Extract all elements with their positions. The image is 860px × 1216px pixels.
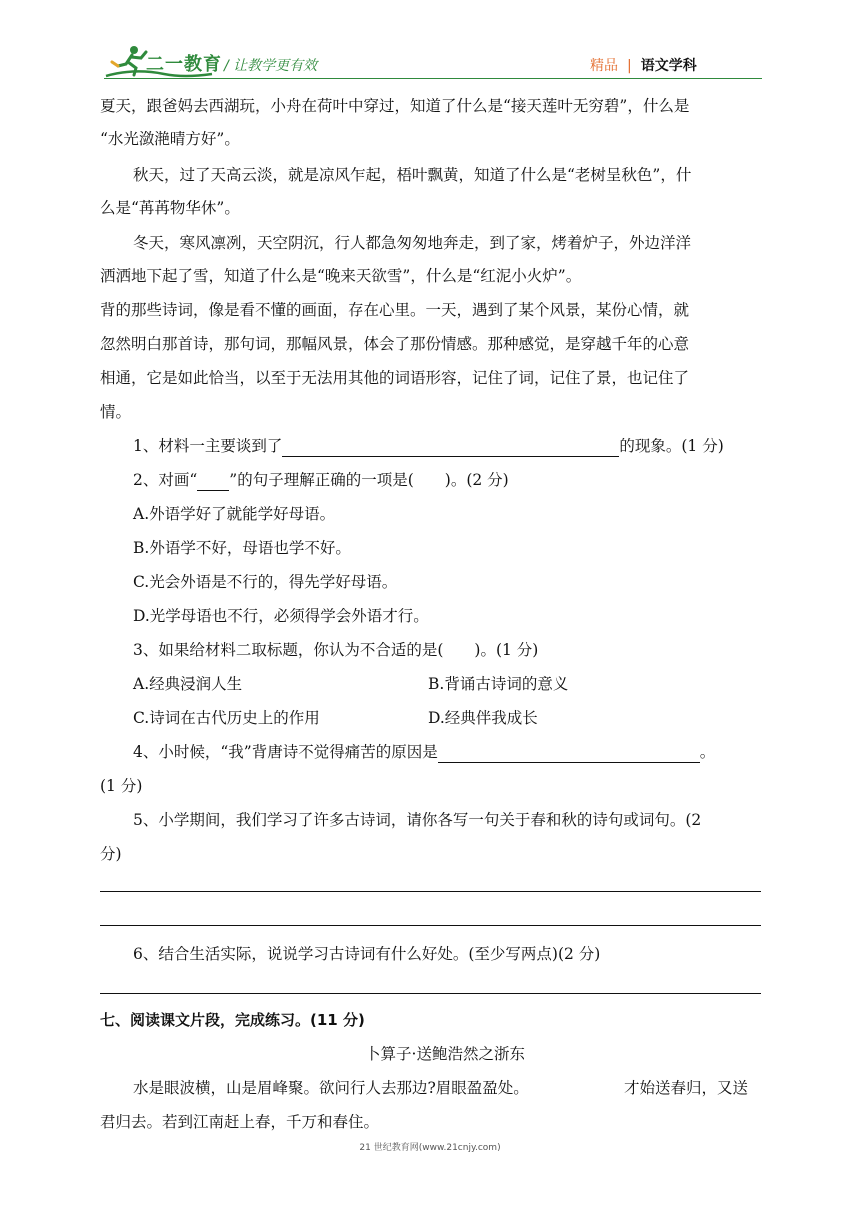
quality-label: 精品 bbox=[590, 58, 618, 74]
poem-title: 卜算子·送鲍浩然之浙东 bbox=[365, 1045, 525, 1063]
q2-option-b[interactable]: B.外语学不好，母语也学不好。 bbox=[133, 539, 351, 557]
q3-option-d[interactable]: D.经典伴我成长 bbox=[428, 709, 538, 727]
para-end-line-3: 相通，它是如此恰当，以至于无法用其他的词语形容，记住了词，记住了景，也记住了 bbox=[100, 369, 690, 387]
question-4 bbox=[133, 741, 715, 763]
header-slogan: / 让教学更有效 bbox=[224, 58, 318, 74]
question-2 bbox=[133, 469, 509, 491]
poem-line-2: 君归去。若到江南赶上春，千万和春住。 bbox=[100, 1113, 380, 1131]
page-footer: 21 世纪教育网(www.21cnjy.com) bbox=[359, 1143, 501, 1153]
q4-answer-blank[interactable] bbox=[438, 744, 700, 763]
q3-option-a[interactable]: A.经典浸润人生 bbox=[133, 675, 243, 693]
logo-text: 二一教育 bbox=[146, 54, 222, 75]
q2-prompt: 2、对画“ bbox=[133, 471, 198, 489]
q5-answer-line-1[interactable] bbox=[100, 891, 761, 892]
para-end-line-1: 背的那些诗词，像是看不懂的画面，存在心里。一天，遇到了某个风景，某份心情，就 bbox=[100, 301, 690, 319]
header-divider: | bbox=[627, 58, 632, 74]
question-5-line-1: 5、小学期间，我们学习了许多古诗词，请你各写一句关于春和秋的诗句或词句。(2 bbox=[133, 811, 702, 829]
question-6: 6、结合生活实际，说说学习古诗词有什么好处。(至少写两点)(2 分) bbox=[133, 945, 601, 963]
header-rule bbox=[104, 78, 762, 79]
para-end-line-4: 情。 bbox=[100, 403, 132, 421]
q1-suffix: 的现象。(1 分) bbox=[619, 437, 724, 455]
q1-answer-blank[interactable] bbox=[282, 438, 619, 457]
para-autumn-line-2: 么是“苒苒物华休”。 bbox=[100, 199, 240, 217]
q3-option-c[interactable]: C.诗词在古代历史上的作用 bbox=[133, 709, 320, 727]
para-summer-line-2: “水光潋滟晴方好”。 bbox=[100, 130, 240, 148]
question-3: 3、如果给材料二取标题，你认为不合适的是( )。(1 分) bbox=[133, 641, 539, 659]
q4-suffix: 。 bbox=[699, 743, 716, 761]
q4-score: (1 分) bbox=[100, 777, 143, 795]
q2-underline-marker bbox=[197, 472, 229, 491]
q3-option-b[interactable]: B.背诵古诗词的意义 bbox=[428, 675, 569, 693]
q6-answer-line[interactable] bbox=[100, 993, 761, 994]
header-subject-tag bbox=[590, 55, 697, 75]
question-5-line-2: 分) bbox=[100, 845, 122, 863]
q5-answer-line-2[interactable] bbox=[100, 925, 761, 926]
para-summer-line-1: 夏天，跟爸妈去西湖玩，小舟在荷叶中穿过，知道了什么是“接天莲叶无穷碧”，什么是 bbox=[100, 97, 690, 115]
page-header bbox=[0, 0, 860, 84]
para-end-line-2: 忽然明白那首诗，那句词，那幅风景，体会了那份情感。那种感觉，是穿越千年的心意 bbox=[100, 335, 690, 353]
para-winter-line-1: 冬天，寒风凛冽，天空阴沉，行人都急匆匆地奔走，到了家，烤着炉子，外边洋洋 bbox=[133, 234, 692, 252]
para-autumn-line-1: 秋天，过了天高云淡，就是凉风乍起，梧叶飘黄，知道了什么是“老树呈秋色”，什 bbox=[133, 166, 692, 184]
q2-suffix: ”的句子理解正确的一项是( )。(2 分) bbox=[229, 471, 509, 489]
poem-line-1b: 才始送春归，又送 bbox=[624, 1079, 749, 1097]
q2-option-d[interactable]: D.光学母语也不行，必须得学会外语才行。 bbox=[133, 607, 429, 625]
q4-prompt: 4、小时候，“我”背唐诗不觉得痛苦的原因是 bbox=[133, 743, 438, 761]
q2-option-a[interactable]: A.外语学好了就能学好母语。 bbox=[133, 505, 336, 523]
poem-line-1a: 水是眼波横，山是眉峰聚。欲问行人去那边?眉眼盈盈处。 bbox=[133, 1079, 529, 1097]
question-1 bbox=[133, 435, 724, 457]
subject-label: 语文学科 bbox=[640, 58, 697, 74]
section-7-heading: 七、阅读课文片段，完成练习。(11 分) bbox=[100, 1011, 365, 1029]
q1-prompt: 1、材料一主要谈到了 bbox=[133, 437, 283, 455]
para-winter-line-2: 洒洒地下起了雪，知道了什么是“晚来天欲雪”，什么是“红泥小火炉”。 bbox=[100, 267, 582, 285]
q2-option-c[interactable]: C.光会外语是不行的，得先学好母语。 bbox=[133, 573, 398, 591]
